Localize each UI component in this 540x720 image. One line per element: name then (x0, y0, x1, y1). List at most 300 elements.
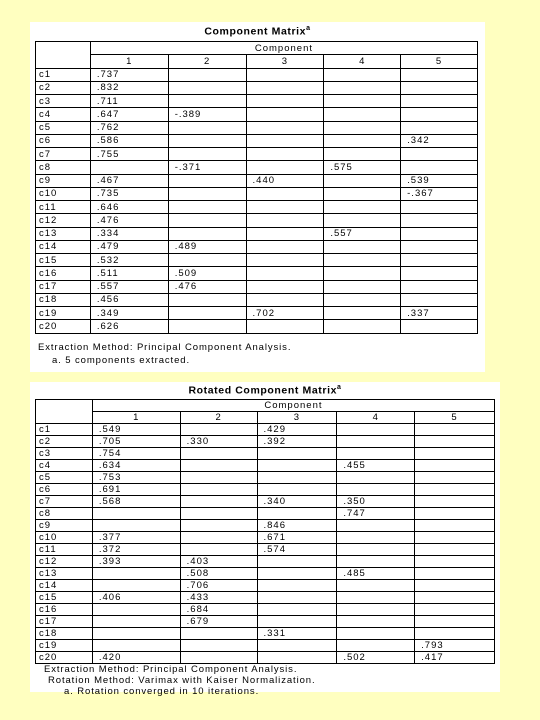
loading-cell (401, 148, 478, 161)
table-row (36, 472, 495, 484)
loading-cell: .568 (92, 496, 180, 508)
loading-cell (257, 568, 337, 580)
row-label: c12 (36, 556, 93, 568)
loading-cell (168, 81, 246, 94)
loading-cell (257, 640, 337, 652)
row-label: c14 (36, 580, 93, 592)
loading-cell (337, 556, 415, 568)
loading-cell: .747 (337, 508, 415, 520)
header-row-numbers (36, 55, 478, 68)
row-label: c4 (36, 108, 91, 121)
loading-cell (92, 616, 180, 628)
row-label: c20 (36, 652, 93, 664)
loading-cell (415, 544, 495, 556)
loading-cell: .755 (90, 148, 168, 161)
loading-cell (257, 472, 337, 484)
row-label: c9 (36, 520, 93, 532)
row-label: c8 (36, 161, 91, 174)
loading-cell (337, 472, 415, 484)
table-row (36, 652, 495, 664)
loading-cell (180, 460, 257, 472)
loading-cell: .440 (246, 174, 324, 187)
loading-cell (337, 448, 415, 460)
row-label: c1 (36, 424, 93, 436)
title-footnote-marker: a (306, 25, 311, 32)
loading-cell: .626 (90, 320, 168, 333)
loading-cell (337, 436, 415, 448)
loading-cell: .691 (92, 484, 180, 496)
table-row (36, 532, 495, 544)
column-header-4: 4 (337, 412, 415, 424)
table-row (36, 121, 478, 134)
row-label: c20 (36, 320, 91, 333)
loading-cell: .455 (337, 460, 415, 472)
loading-cell (92, 604, 180, 616)
column-header-5: 5 (415, 412, 495, 424)
loading-cell: .340 (257, 496, 337, 508)
loading-cell (90, 161, 168, 174)
loading-cell (337, 640, 415, 652)
loading-cell: .737 (90, 68, 168, 81)
loading-cell (92, 580, 180, 592)
loading-cell: .832 (90, 81, 168, 94)
row-label: c15 (36, 254, 91, 267)
table-row (36, 520, 495, 532)
loading-cell (180, 532, 257, 544)
table-row (36, 280, 478, 293)
loading-cell (246, 108, 324, 121)
column-header-3: 3 (257, 412, 337, 424)
loading-cell: .705 (92, 436, 180, 448)
component-matrix-title: Component Matrix$^a$ (204, 25, 311, 38)
row-label: c13 (36, 227, 91, 240)
loading-cell (324, 148, 401, 161)
loading-cell (415, 472, 495, 484)
loading-cell (246, 293, 324, 306)
loading-cell (337, 544, 415, 556)
table-row (36, 484, 495, 496)
extraction-method-note: Extraction Method: Principal Component Analysis. (38, 342, 292, 353)
loading-cell (337, 532, 415, 544)
loading-cell (246, 81, 324, 94)
table-row (36, 436, 495, 448)
loading-cell (415, 424, 495, 436)
loading-cell (337, 580, 415, 592)
loading-cell: .485 (337, 568, 415, 580)
loading-cell: .489 (168, 240, 246, 253)
loading-cell: -.389 (168, 108, 246, 121)
column-header-4: 4 (324, 55, 401, 68)
table-row (36, 81, 478, 94)
loading-cell (324, 174, 401, 187)
table-row (36, 148, 478, 161)
loading-cell (324, 267, 401, 280)
loading-cell (246, 280, 324, 293)
loading-cell (180, 520, 257, 532)
row-label: c16 (36, 604, 93, 616)
column-header-3: 3 (246, 55, 324, 68)
loading-cell (246, 148, 324, 161)
loading-cell (415, 508, 495, 520)
loading-cell (180, 628, 257, 640)
loading-cell (257, 508, 337, 520)
loading-cell (324, 134, 401, 147)
loading-cell: .586 (90, 134, 168, 147)
loading-cell (168, 307, 246, 320)
column-header-1: 1 (92, 412, 180, 424)
loading-cell (415, 460, 495, 472)
loading-cell: .417 (415, 652, 495, 664)
loading-cell (168, 68, 246, 81)
rotated-component-matrix-title: Rotated Component Matrix$^a$ (188, 384, 342, 397)
loading-cell (401, 108, 478, 121)
loading-cell (324, 214, 401, 227)
loading-cell: .456 (90, 293, 168, 306)
header-row-component (36, 42, 478, 55)
loading-cell (401, 267, 478, 280)
loading-cell (246, 320, 324, 333)
loading-cell (415, 580, 495, 592)
loading-cell: .539 (401, 174, 478, 187)
loading-cell (337, 424, 415, 436)
table-row (36, 307, 478, 320)
loading-cell (168, 254, 246, 267)
loading-cell (92, 640, 180, 652)
table-row (36, 240, 478, 253)
loading-cell: .634 (92, 460, 180, 472)
column-header-2: 2 (168, 55, 246, 68)
loading-cell: .420 (92, 652, 180, 664)
loading-cell (415, 448, 495, 460)
row-label: c9 (36, 174, 91, 187)
column-header-5: 5 (401, 55, 478, 68)
loading-cell (324, 81, 401, 94)
table-row (36, 424, 495, 436)
row-label: c11 (36, 201, 91, 214)
loading-cell (246, 227, 324, 240)
loading-cell (168, 174, 246, 187)
title-footnote-marker: a (337, 384, 342, 391)
loading-cell (415, 436, 495, 448)
table-row (36, 293, 478, 306)
loading-cell: .549 (92, 424, 180, 436)
loading-cell: .342 (401, 134, 478, 147)
loading-cell (168, 201, 246, 214)
table-row (36, 95, 478, 108)
table-row (36, 320, 478, 333)
table-row (36, 254, 478, 267)
loading-cell (324, 187, 401, 200)
loading-cell: .334 (90, 227, 168, 240)
loading-cell (415, 592, 495, 604)
table-row (36, 448, 495, 460)
loading-cell (337, 628, 415, 640)
row-label: c7 (36, 148, 91, 161)
loading-cell: .684 (180, 604, 257, 616)
loading-cell: .702 (246, 307, 324, 320)
loading-cell (337, 484, 415, 496)
loading-cell (92, 628, 180, 640)
loading-cell (92, 520, 180, 532)
loading-cell: -.367 (401, 187, 478, 200)
loading-cell (168, 293, 246, 306)
loading-cell: .711 (90, 95, 168, 108)
loading-cell (401, 95, 478, 108)
loading-cell (415, 484, 495, 496)
loading-cell (246, 187, 324, 200)
component-header: Component (90, 42, 477, 55)
loading-cell (337, 520, 415, 532)
loading-cell: .479 (90, 240, 168, 253)
table-row (36, 267, 478, 280)
loading-cell (337, 592, 415, 604)
rotation-converged-note: a. Rotation converged in 10 iterations. (64, 686, 260, 697)
loading-cell (401, 201, 478, 214)
table-row (36, 227, 478, 240)
loading-cell: .433 (180, 592, 257, 604)
table-row (36, 214, 478, 227)
row-label: c2 (36, 436, 93, 448)
loading-cell: .793 (415, 640, 495, 652)
loading-cell (168, 214, 246, 227)
table-row (36, 108, 478, 121)
loading-cell: .647 (90, 108, 168, 121)
loading-cell (324, 280, 401, 293)
row-label: c17 (36, 616, 93, 628)
loading-cell (168, 95, 246, 108)
table-row (36, 68, 478, 81)
table-row (36, 460, 495, 472)
components-extracted-note: a. 5 components extracted. (52, 355, 190, 366)
loading-cell: .350 (337, 496, 415, 508)
loading-cell (246, 254, 324, 267)
loading-cell (246, 95, 324, 108)
loading-cell: .393 (92, 556, 180, 568)
table-row (36, 174, 478, 187)
loading-cell: .846 (257, 520, 337, 532)
loading-cell: .671 (257, 532, 337, 544)
loading-cell: .509 (168, 267, 246, 280)
loading-cell: .735 (90, 187, 168, 200)
loading-cell (337, 616, 415, 628)
header-row-component (36, 400, 495, 412)
loading-cell: .511 (90, 267, 168, 280)
loading-cell (257, 580, 337, 592)
loading-cell (415, 604, 495, 616)
row-label: c10 (36, 187, 91, 200)
table-row (36, 161, 478, 174)
loading-cell (168, 227, 246, 240)
loading-cell (415, 532, 495, 544)
loading-cell (257, 484, 337, 496)
table-row (36, 134, 478, 147)
loading-cell (168, 187, 246, 200)
header-row-numbers (36, 412, 495, 424)
loading-cell (257, 592, 337, 604)
loading-cell (415, 568, 495, 580)
row-label: c3 (36, 448, 93, 460)
loading-cell (257, 448, 337, 460)
loading-cell: .392 (257, 436, 337, 448)
loading-cell (168, 148, 246, 161)
loading-cell (401, 68, 478, 81)
loading-cell (180, 544, 257, 556)
row-label: c16 (36, 267, 91, 280)
loading-cell: .762 (90, 121, 168, 134)
loading-cell: .337 (401, 307, 478, 320)
loading-cell: .349 (90, 307, 168, 320)
loading-cell (324, 68, 401, 81)
table-row (36, 568, 495, 580)
loading-cell (257, 652, 337, 664)
loading-cell (401, 161, 478, 174)
loading-cell (257, 460, 337, 472)
loading-cell: .706 (180, 580, 257, 592)
table-row (36, 544, 495, 556)
row-label: c8 (36, 508, 93, 520)
loading-cell: .476 (90, 214, 168, 227)
row-label: c19 (36, 640, 93, 652)
loading-cell (92, 508, 180, 520)
loading-cell (415, 628, 495, 640)
loading-cell (401, 81, 478, 94)
loading-cell: .574 (257, 544, 337, 556)
row-label: c5 (36, 121, 91, 134)
row-label: c12 (36, 214, 91, 227)
loading-cell (257, 616, 337, 628)
loading-cell: .753 (92, 472, 180, 484)
rotated-component-matrix-table (35, 399, 495, 664)
column-header-1: 1 (90, 55, 168, 68)
table-row (36, 580, 495, 592)
row-label: c19 (36, 307, 91, 320)
loading-cell (401, 214, 478, 227)
row-label: c5 (36, 472, 93, 484)
loading-cell (401, 121, 478, 134)
loading-cell: .330 (180, 436, 257, 448)
loading-cell: .372 (92, 544, 180, 556)
loading-cell (401, 227, 478, 240)
loading-cell: .646 (90, 201, 168, 214)
loading-cell (246, 68, 324, 81)
loading-cell (324, 293, 401, 306)
loading-cell: .406 (92, 592, 180, 604)
loading-cell: .754 (92, 448, 180, 460)
loading-cell: -.371 (168, 161, 246, 174)
row-label: c14 (36, 240, 91, 253)
table-row (36, 496, 495, 508)
loading-cell (324, 108, 401, 121)
table-row (36, 592, 495, 604)
loading-cell (246, 201, 324, 214)
rotated-component-matrix-panel (30, 382, 500, 697)
loading-cell (337, 604, 415, 616)
table-row (36, 640, 495, 652)
component-matrix-table (35, 41, 478, 334)
loading-cell: .557 (90, 280, 168, 293)
loading-cell (401, 320, 478, 333)
loading-cell (401, 293, 478, 306)
loading-cell (401, 254, 478, 267)
loading-cell (180, 508, 257, 520)
loading-cell (168, 121, 246, 134)
loading-cell (415, 496, 495, 508)
loading-cell: .331 (257, 628, 337, 640)
table-row (36, 201, 478, 214)
extraction-method-note: Extraction Method: Principal Component Analysis. (44, 664, 298, 675)
row-label: c10 (36, 532, 93, 544)
column-header-2: 2 (180, 412, 257, 424)
table-row (36, 628, 495, 640)
row-label: c3 (36, 95, 91, 108)
loading-cell (168, 320, 246, 333)
loading-cell: .467 (90, 174, 168, 187)
loading-cell (180, 652, 257, 664)
loading-cell (324, 320, 401, 333)
row-label: c18 (36, 293, 91, 306)
component-matrix-panel (30, 22, 485, 372)
row-label: c15 (36, 592, 93, 604)
loading-cell (257, 556, 337, 568)
loading-cell (180, 640, 257, 652)
loading-cell (180, 472, 257, 484)
loading-cell (168, 134, 246, 147)
loading-cell (324, 95, 401, 108)
loading-cell: .429 (257, 424, 337, 436)
row-label: c2 (36, 81, 91, 94)
loading-cell: .403 (180, 556, 257, 568)
row-label: c6 (36, 134, 91, 147)
loading-cell (415, 556, 495, 568)
row-label: c4 (36, 460, 93, 472)
loading-cell (246, 214, 324, 227)
loading-cell (246, 121, 324, 134)
row-label: c17 (36, 280, 91, 293)
loading-cell: .557 (324, 227, 401, 240)
loading-cell (92, 568, 180, 580)
loading-cell (415, 616, 495, 628)
loading-cell (257, 604, 337, 616)
loading-cell: .508 (180, 568, 257, 580)
loading-cell (324, 240, 401, 253)
rotation-method-note: Rotation Method: Varimax with Kaiser Normalization. (48, 675, 316, 686)
corner-cell (36, 42, 91, 69)
table-row (36, 616, 495, 628)
table-row (36, 508, 495, 520)
loading-cell (246, 134, 324, 147)
loading-cell: .532 (90, 254, 168, 267)
table-row (36, 187, 478, 200)
loading-cell (415, 520, 495, 532)
table-row (36, 604, 495, 616)
loading-cell (324, 254, 401, 267)
loading-cell: .502 (337, 652, 415, 664)
row-label: c11 (36, 544, 93, 556)
row-label: c1 (36, 68, 91, 81)
loading-cell: .476 (168, 280, 246, 293)
loading-cell (246, 240, 324, 253)
loading-cell: .575 (324, 161, 401, 174)
loading-cell (401, 240, 478, 253)
row-label: c13 (36, 568, 93, 580)
loading-cell (324, 307, 401, 320)
row-label: c6 (36, 484, 93, 496)
loading-cell (246, 267, 324, 280)
loading-cell (324, 121, 401, 134)
loading-cell (324, 201, 401, 214)
table-row (36, 556, 495, 568)
loading-cell (180, 448, 257, 460)
